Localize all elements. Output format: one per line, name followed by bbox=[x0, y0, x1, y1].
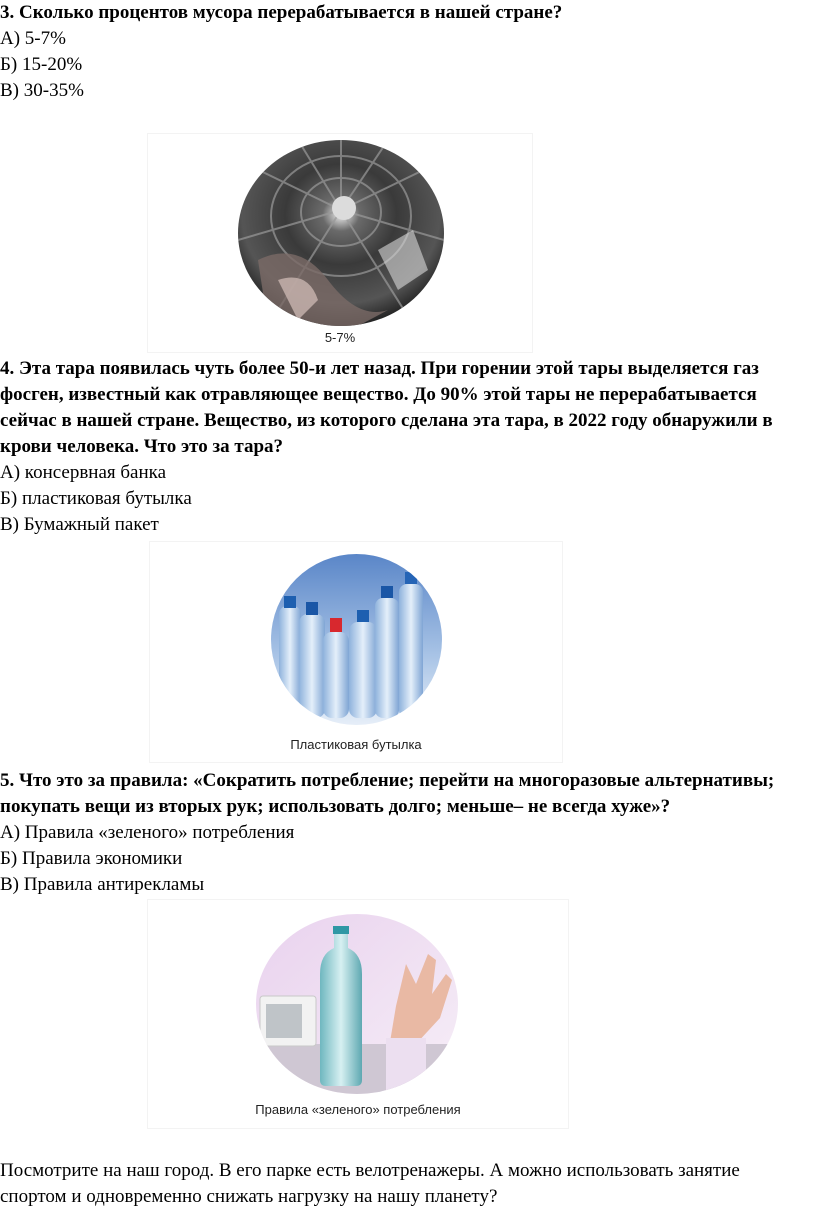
question-4-image-caption: Пластиковая бутылка bbox=[290, 737, 422, 752]
question-3-image-caption: 5-7% bbox=[324, 330, 356, 345]
question-4-title-line-2: фосген, известный как отравляющее вещество. До 90% этой тары не перерабатывается bbox=[0, 384, 757, 405]
question-5-title-line-1: 5. Что это за правила: «Сократить потребление; перейти на многоразовые альтернативы; bbox=[0, 770, 775, 791]
question-4-title-line-4: крови человека. Что это за тара? bbox=[0, 436, 284, 457]
question-4-option-c: В) Бумажный пакет bbox=[0, 514, 159, 535]
question-3 bbox=[0, 0, 816, 104]
plastic-bottles-icon bbox=[271, 554, 442, 725]
question-5-option-b: Б) Правила экономики bbox=[0, 848, 183, 869]
question-4-image-card bbox=[150, 542, 562, 762]
question-5-option-c: В) Правила антирекламы bbox=[0, 874, 205, 895]
question-3-option-b: Б) 15-20% bbox=[0, 54, 83, 75]
bottle-refusal-hand-icon bbox=[256, 914, 458, 1094]
question-4 bbox=[0, 356, 816, 538]
footer-line-1: Посмотрите на наш город. В его парке есть велотренажеры. А можно использовать занятие bbox=[0, 1160, 740, 1181]
question-4-option-a: А) консервная банка bbox=[0, 462, 167, 483]
question-3-image-card bbox=[148, 134, 532, 352]
question-5 bbox=[0, 768, 816, 898]
footer-paragraph bbox=[0, 1158, 816, 1210]
question-4-title-line-1: 4. Эта тара появилась чуть более 50-и лет назад. При горении этой тары выделяется газ bbox=[0, 358, 759, 379]
question-3-title: 3. Сколько процентов мусора перерабатывается в нашей стране? bbox=[0, 2, 563, 23]
waste-pile-tunnel-icon bbox=[238, 140, 444, 326]
question-5-title-line-2: покупать вещи из вторых рук; использовать долго; меньше– не всегда хуже»? bbox=[0, 796, 671, 817]
question-4-option-b: Б) пластиковая бутылка bbox=[0, 488, 192, 509]
footer-line-2: спортом и одновременно снижать нагрузку на нашу планету? bbox=[0, 1186, 498, 1207]
question-3-option-c: В) 30-35% bbox=[0, 80, 84, 101]
question-4-title-line-3: сейчас в нашей стране. Вещество, из которого сделана эта тара, в 2022 году обнаружили в bbox=[0, 410, 773, 431]
question-5-image-caption: Правила «зеленого» потребления bbox=[255, 1102, 461, 1117]
question-5-option-a: А) Правила «зеленого» потребления bbox=[0, 822, 295, 843]
question-5-image-card bbox=[148, 900, 568, 1128]
question-3-option-a: А) 5-7% bbox=[0, 28, 66, 49]
